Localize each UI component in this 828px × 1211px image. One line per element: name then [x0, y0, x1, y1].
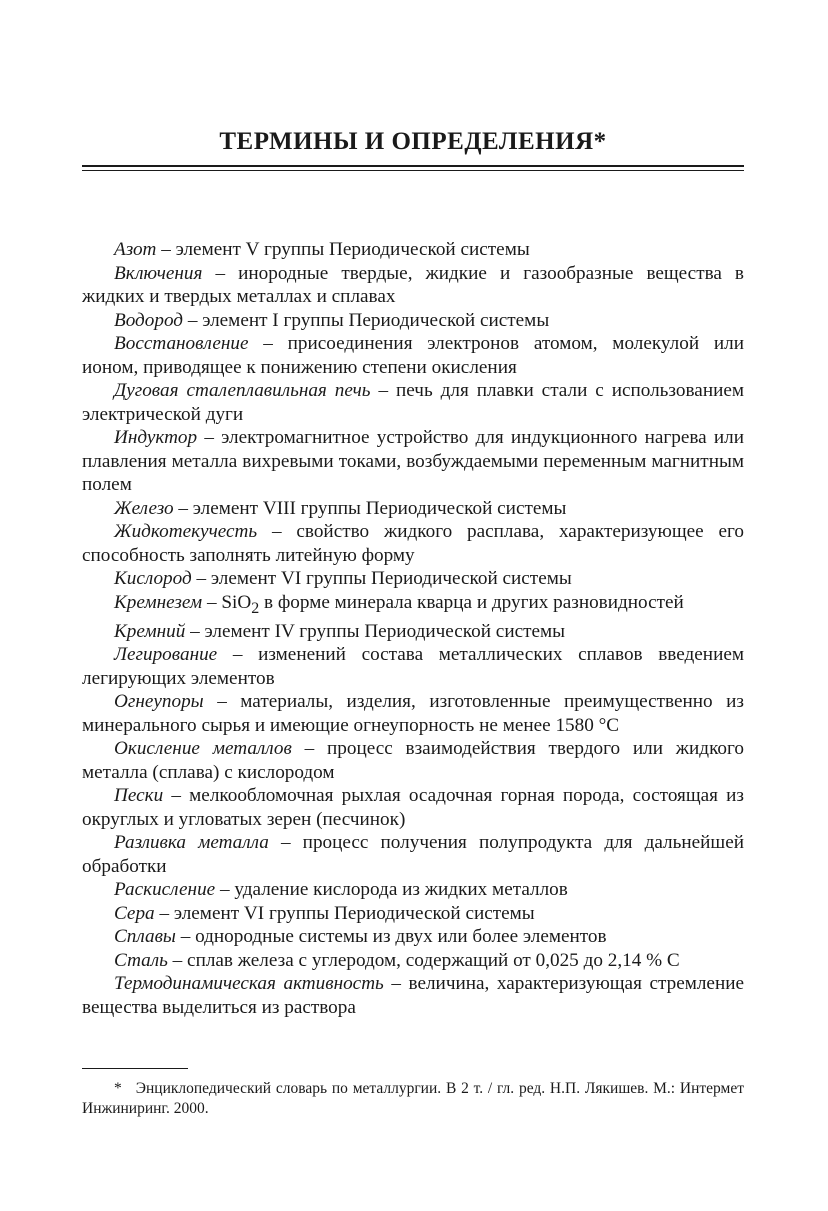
- formula-subscript: 2: [251, 599, 260, 617]
- term-separator: –: [191, 568, 211, 589]
- term-separator: –: [173, 497, 193, 519]
- footnote-text: Энциклопедический словарь по металлургии. В 2 т. / гл. ред. Н.П. Лякишев. М.: Интермет Инжиниринг. 2000.: [82, 1080, 744, 1117]
- term-separator: –: [268, 832, 303, 854]
- glossary-definition: однородные системы из двух или более элементов: [195, 926, 607, 948]
- glossary-definition: процесс взаимодействия твердого или жидкого металла (сплава) с кислородом: [82, 738, 744, 783]
- glossary-entry: [82, 831, 744, 878]
- glossary-entry: [82, 784, 744, 831]
- glossary-term: Жидкотекучесть: [114, 521, 258, 542]
- glossary-entry: [82, 925, 744, 949]
- glossary-term: Раскисление: [114, 879, 216, 901]
- term-separator: –: [154, 902, 174, 924]
- term-separator: –: [248, 333, 288, 354]
- term-separator: –: [215, 879, 235, 901]
- glossary-entry: [82, 309, 744, 333]
- glossary-definition: инородные твердые, жидкие и газообразные вещества в жидких и твердых металлах и сплавах: [82, 262, 744, 307]
- glossary-entry: [82, 520, 744, 567]
- glossary-term: Сплавы: [114, 926, 176, 948]
- term-separator: –: [185, 620, 205, 642]
- title-rule-thin: [82, 170, 744, 171]
- glossary-entry: [82, 643, 744, 690]
- glossary-list: [82, 238, 744, 1019]
- glossary-entry: [82, 497, 744, 521]
- glossary-term: Восстановление: [114, 333, 249, 354]
- glossary-entry: [82, 238, 744, 262]
- footnote-divider: [82, 1068, 188, 1069]
- glossary-definition: удаление кислорода из жидких металлов: [234, 879, 568, 901]
- glossary-entry: [82, 332, 744, 379]
- glossary-term: Разливка металла: [114, 832, 269, 854]
- glossary-term: Кремнезем: [114, 591, 203, 613]
- glossary-definition: свойство жидкого расплава, характеризующее его способность заполнять литейную форму: [82, 521, 745, 566]
- term-separator: –: [156, 239, 176, 260]
- glossary-definition: сплав железа с углеродом, содержащий от 0,025 до 2,14 % С: [187, 949, 680, 971]
- glossary-definition: электромагнитное устройство для индукционного нагрева или плавления металла вихревыми токами, возбуждаемыми переменным магнитным полем: [82, 427, 744, 495]
- glossary-entry: [82, 737, 744, 784]
- glossary-entry: [82, 567, 744, 591]
- glossary-term: Кислород: [114, 568, 192, 589]
- glossary-definition: материалы, изделия, изготовленные преимущественно из минерального сырья и имеющие огнеупорность не менее 1580 °С: [82, 691, 744, 736]
- footnote-mark: *: [114, 1080, 122, 1097]
- glossary-entry: [82, 426, 744, 497]
- glossary-term: Кремний: [114, 620, 186, 642]
- glossary-definition: элемент VI группы Периодической системы: [173, 902, 535, 924]
- glossary-term: Железо: [114, 497, 174, 519]
- term-separator: –: [163, 785, 190, 807]
- term-separator: –: [291, 738, 327, 760]
- term-separator: –: [202, 591, 222, 613]
- page-title: ТЕРМИНЫ И ОПРЕДЕЛЕНИЯ*: [219, 128, 607, 155]
- term-separator: –: [202, 262, 239, 284]
- glossary-entry: [82, 620, 744, 644]
- term-separator: –: [257, 521, 297, 542]
- footnote: [82, 1079, 744, 1119]
- term-separator: –: [167, 949, 188, 971]
- glossary-definition: присоединения электронов атомом, молекулой или ионом, приводящее к понижению степени окисления: [82, 333, 744, 378]
- glossary-definition: величина, характеризующая стремление вещества выделиться из раствора: [82, 973, 744, 1018]
- glossary-term: Включения: [114, 262, 203, 284]
- glossary-definition: процесс получения полупродукта для дальнейшей обработки: [82, 832, 744, 877]
- glossary-entry: [82, 591, 744, 620]
- glossary-term: Пески: [114, 785, 164, 807]
- glossary-definition: печь для плавки стали с использованием электрической дуги: [82, 380, 745, 425]
- term-separator: –: [383, 973, 409, 995]
- glossary-definition: в форме минерала кварца и других разновидностей: [259, 591, 684, 613]
- term-separator: –: [183, 309, 203, 331]
- glossary-entry: [82, 902, 744, 926]
- glossary-term: Дуговая сталеплавильная печь: [114, 380, 371, 401]
- glossary-entry: [82, 878, 744, 902]
- term-separator: –: [217, 644, 259, 666]
- glossary-term: Огнеупоры: [114, 691, 204, 713]
- glossary-definition: элемент VI группы Периодической системы: [210, 568, 572, 589]
- term-separator: –: [175, 926, 196, 948]
- glossary-term: Сера: [114, 902, 155, 924]
- glossary-entry: [82, 949, 744, 973]
- term-separator: –: [370, 380, 396, 401]
- glossary-definition: элемент IV группы Периодической системы: [204, 620, 566, 642]
- glossary-entry: [82, 379, 744, 426]
- glossary-term: Азот: [114, 239, 157, 260]
- glossary-term: Окисление металлов: [114, 738, 292, 760]
- glossary-entry: [82, 690, 744, 737]
- glossary-definition: элемент VIII группы Периодической системы: [192, 497, 567, 519]
- glossary-term: Индуктор: [114, 427, 198, 448]
- glossary-term: Сталь: [114, 949, 168, 971]
- chemical-formula: SiO: [221, 591, 252, 613]
- glossary-entry: [82, 972, 744, 1019]
- title-rule-thick: [82, 165, 744, 167]
- term-separator: –: [197, 427, 222, 448]
- glossary-term: Водород: [114, 309, 184, 331]
- glossary-definition: мелкообломочная рыхлая осадочная горная порода, состоящая из округлых и угловатых зерен (песчинок): [82, 785, 745, 830]
- term-separator: –: [203, 691, 241, 713]
- glossary-definition: изменений состава металлических сплавов введением легирующих элементов: [82, 644, 744, 689]
- glossary-entry: [82, 262, 744, 309]
- glossary-term: Термодинамическая активность: [114, 973, 384, 995]
- glossary-definition: элемент V группы Периодической системы: [175, 239, 530, 260]
- glossary-definition: элемент I группы Периодической системы: [202, 309, 550, 331]
- glossary-term: Легирование: [114, 644, 218, 666]
